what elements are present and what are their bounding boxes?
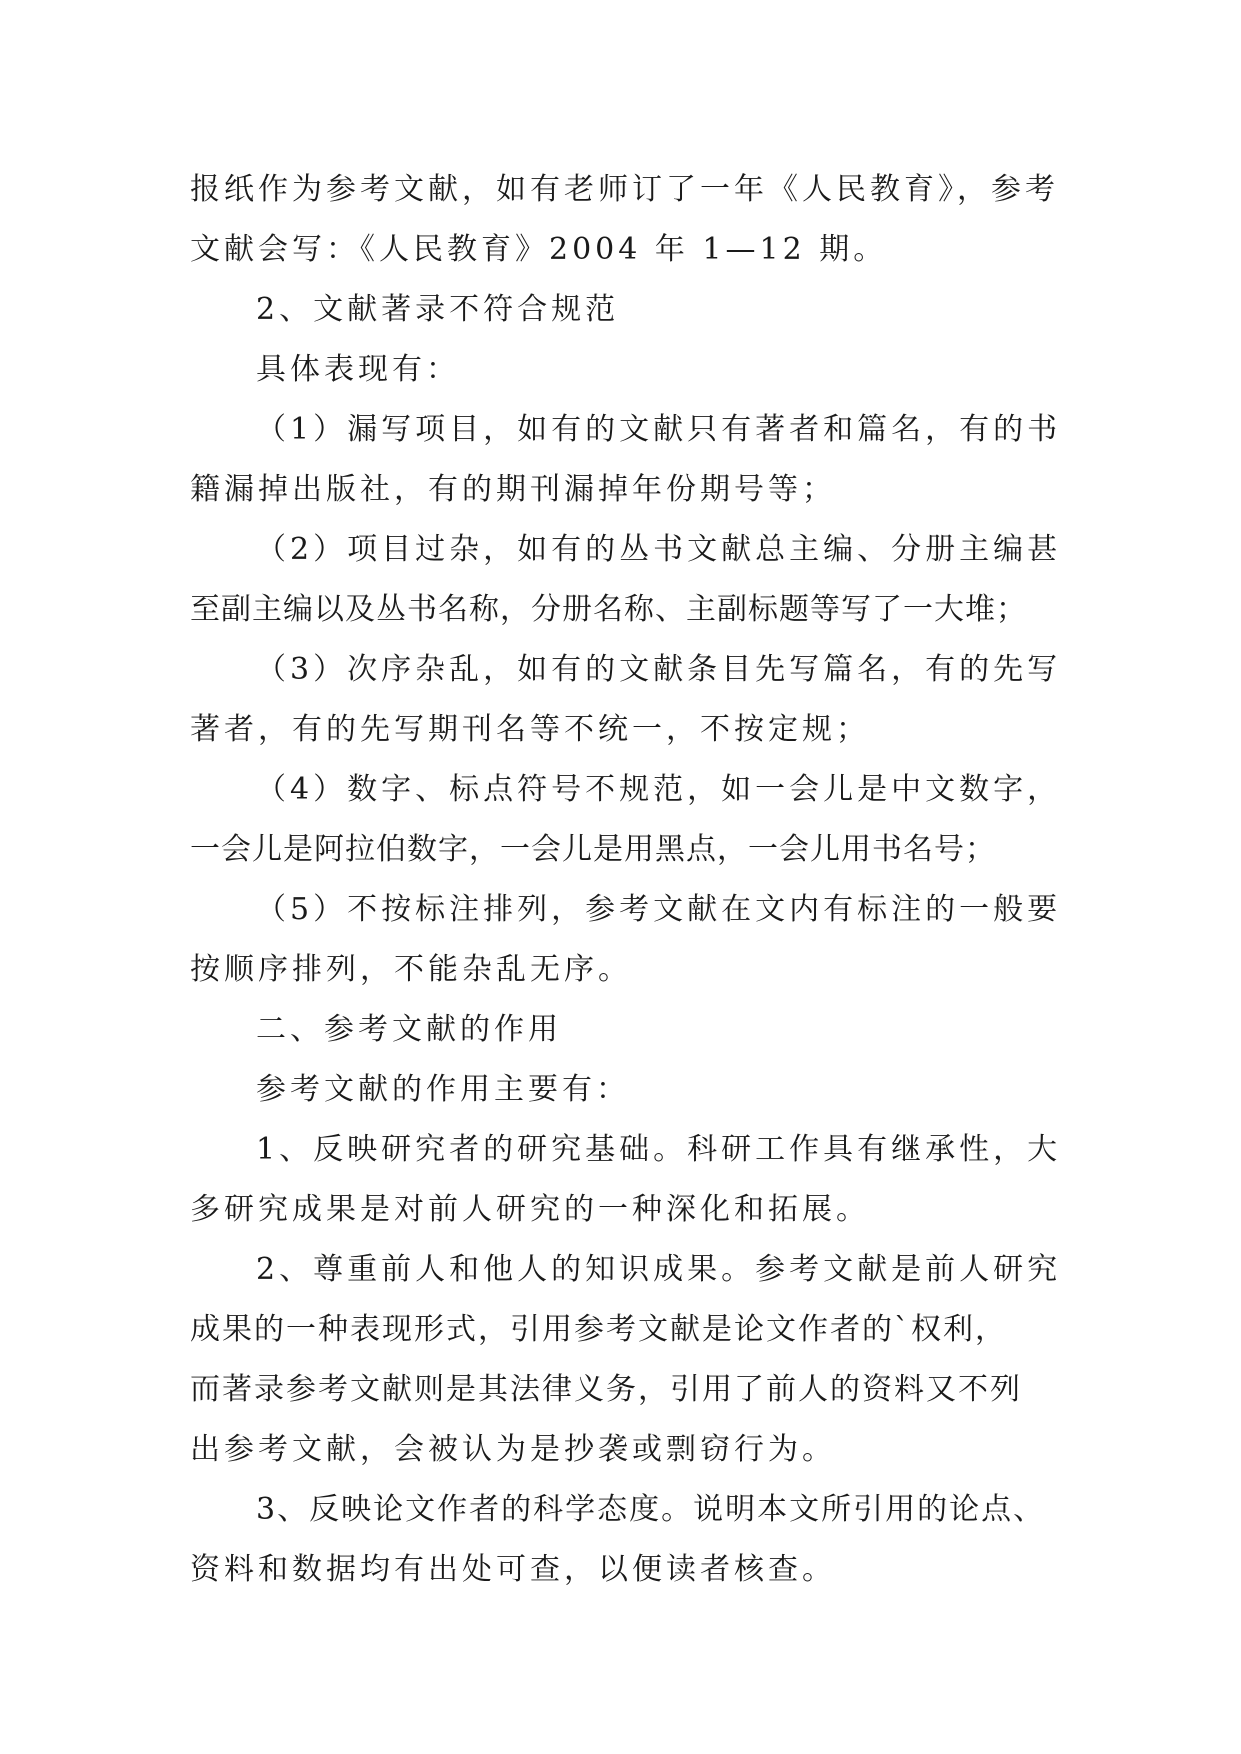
text-line: 成果的一种表现形式，引用参考文献是论文作者的`权利， — [190, 1312, 1007, 1347]
text-line: 文献会写：《人民教育》2004 年 1—12 期。 — [190, 232, 888, 267]
list-item: 1、反映研究者的研究基础。科研工作具有继承性，大 — [256, 1132, 1062, 1167]
list-item: （4）数字、标点符号不规范，如一会儿是中文数字， — [256, 772, 1062, 807]
text-line: 一会儿是阿拉伯数字，一会儿是用黑点，一会儿用书名号； — [190, 832, 996, 867]
document-body — [190, 160, 1065, 1600]
list-item: （2）项目过杂，如有的丛书文献总主编、分册主编甚 — [256, 532, 1062, 567]
text-line: 具体表现有： — [256, 352, 460, 387]
section-heading: 2、文献著录不符合规范 — [256, 292, 620, 327]
text-line: 出参考文献，会被认为是抄袭或剽窃行为。 — [190, 1432, 836, 1467]
text-line: 参考文献的作用主要有： — [256, 1072, 630, 1107]
text-line: 按顺序排列，不能杂乱无序。 — [190, 952, 632, 987]
text-line: 著者，有的先写期刊名等不统一，不按定规； — [190, 712, 870, 747]
list-item: 2、尊重前人和他人的知识成果。参考文献是前人研究 — [256, 1252, 1062, 1287]
text-line: 至副主编以及丛书名称，分册名称、主副标题等写了一大堆； — [190, 592, 1027, 627]
list-item: （1）漏写项目，如有的文献只有著者和篇名，有的书 — [256, 412, 1062, 447]
list-item: （5）不按标注排列，参考文献在文内有标注的一般要 — [256, 892, 1062, 927]
list-item: （3）次序杂乱，如有的文献条目先写篇名，有的先写 — [256, 652, 1062, 687]
text-line: 报纸作为参考文献，如有老师订了一年《人民教育》，参考 — [190, 172, 1059, 207]
text-line: 多研究成果是对前人研究的一种深化和拓展。 — [190, 1192, 870, 1227]
text-line: 而著录参考文献则是其法律义务，引用了前人的资料又不列 — [190, 1372, 1022, 1407]
text-line: 资料和数据均有出处可查，以便读者核查。 — [190, 1552, 836, 1587]
list-item: 3、反映论文作者的科学态度。说明本文所引用的论点、 — [256, 1492, 1046, 1527]
text-line: 籍漏掉出版社，有的期刊漏掉年份期号等； — [190, 472, 836, 507]
section-heading: 二、参考文献的作用 — [256, 1012, 562, 1047]
